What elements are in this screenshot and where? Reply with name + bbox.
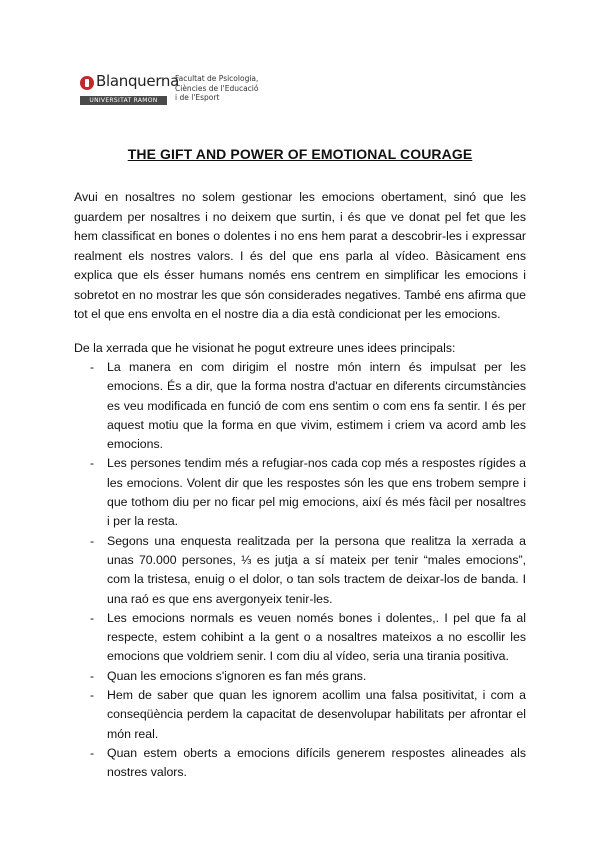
list-item — [74, 358, 526, 454]
list-item-text: Quan les emocions s'ignoren es fan més grans. — [107, 668, 367, 683]
lead-sentence: De la xerrada que he visionat he pogut extreure unes idees principals: — [74, 341, 456, 355]
list-item-text: Les persones tendim més a refugiar-nos cada cop més a respostes rígides a les emocions. Volent dir que les respostes són les que ens trobem sempre i que tothom diu per no ficar pel mig emocions, així és més fàcil per nosaltres i per la resta. — [107, 456, 526, 529]
list-item-text: Hem de saber que quan les ignorem acollim una falsa positivitat, i com a conseqüència perdem la capacitat de desenvolupar habilitats per afrontar el món real. — [107, 688, 526, 741]
bullet-dash: - — [90, 668, 95, 683]
document-title: THE GIFT AND POWER OF EMOTIONAL COURAGE — [127, 146, 473, 162]
brand-name: Blanquerna — [96, 72, 180, 90]
faculty-line: Ciències de l'Educació — [175, 83, 259, 93]
list-item — [74, 686, 526, 744]
bullet-dash: - — [90, 456, 95, 471]
faculty-line: i de l'Esport — [175, 93, 220, 102]
blanquerna-logo-icon — [80, 76, 94, 90]
list-item — [74, 744, 526, 783]
list-item-text: Segons una enquesta realitzada per la persona que realitza la xerrada a unas 70.000 persones, ⅓ es jutja a sí mateix per tenir “males emocions”, com la tristesa, enuig o el dolor, o tan sols tractem de deixar-los de banda. I una raó es que ens avergonyeix tenir-les. — [107, 533, 526, 606]
bullet-dash: - — [90, 610, 95, 625]
list-item — [74, 609, 526, 667]
list-item — [74, 454, 526, 531]
list-item — [74, 667, 526, 686]
university-bar: UNIVERSITAT RAMON LLULL — [80, 96, 167, 105]
list-item — [74, 532, 526, 609]
faculty-name — [175, 74, 258, 103]
bullet-dash: - — [90, 360, 95, 374]
bullet-dash: - — [90, 745, 95, 760]
list-item-text: Quan estem oberts a emocions difícils generem respostes alineades als nostres valors. — [107, 745, 526, 780]
institution-logo — [80, 72, 260, 112]
list-item-text: La manera en com dirigim el nostre món intern és impulsat per les emocions. És a dir, que la forma nostra d'actuar en diferents circumstàncies es veu modificada en funció de com ens sentim o com ens fa sentir. I és per aquest motiu que la forma en que vivim, estimem i criem va acord amb les emocions. — [107, 360, 526, 452]
faculty-line: Facultat de Psicologia, — [175, 74, 259, 83]
intro-paragraph: Avui en nosaltres no solem gestionar les emocions obertament, sinó que les guardem per nosaltres i no deixem que surtin, i és que ve donat pel fet que les hem classificat en bones o dolentes i no ens hem parat a descobrir-les i expressar realment els nostres valors. I és del que ens parla al vídeo. Bàsicament ens explica que els ésser humans només ens centrem en simplificar les emocions i sobretot en no mostrar les que són considerades negatives. També ens afirma que tot el que ens envolta en el nostre dia a dia està condicionat per les emocions. — [74, 190, 526, 321]
ideas-list — [74, 358, 526, 783]
bullet-dash: - — [90, 688, 95, 703]
bullet-dash: - — [90, 533, 95, 548]
list-item-text: Les emocions normals es veuen només bones i dolentes,. I pel que fa al respecte, estem cohibint a la gent o a nosaltres mateixos a no escollir les emocions que voldriem senir. I com diu al vídeo, seria una tirania positiva. — [107, 610, 526, 664]
